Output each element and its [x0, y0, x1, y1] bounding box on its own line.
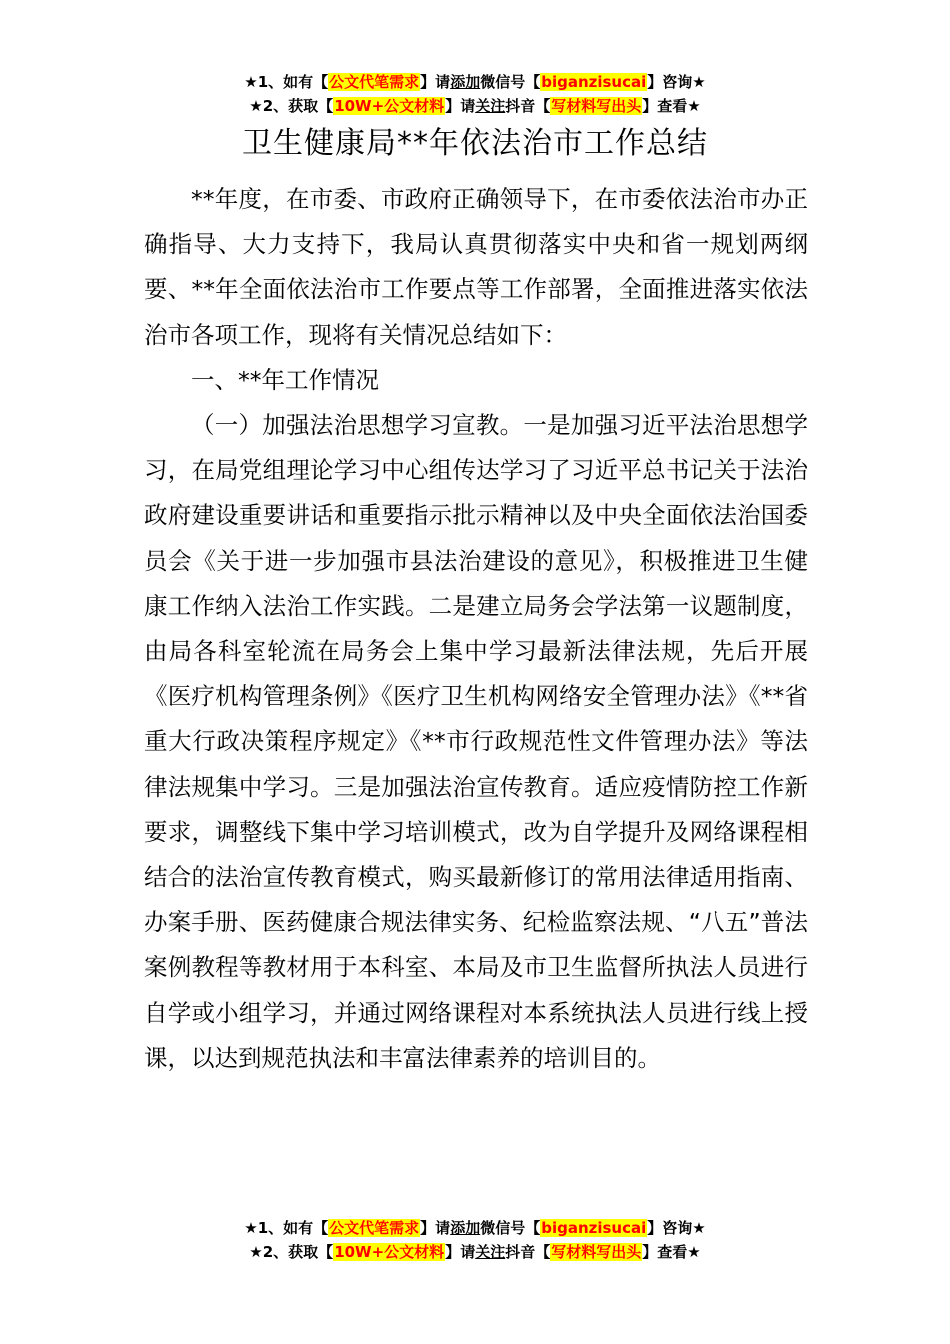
footer-banner-line-1 — [0, 1216, 950, 1240]
banner-line-1-middle1: 】请 — [420, 73, 451, 91]
banner-line-1-prefix: ★1、如有【 — [244, 73, 329, 91]
footer-line-2-middle2: 抖音【 — [505, 1243, 551, 1261]
banner-highlight-wechat-id: biganzisucai — [541, 73, 647, 91]
banner-highlight-service: 公文代笔需求 — [329, 73, 420, 91]
intro-paragraph: **年度，在市委、市政府正确领导下，在市委依法治市办正确指导、大力支持下，我局认真贯彻落实中央和省一规划两纲要、**年全面依法治市工作要点等工作部署，全面推进落实依法治市各项工作，现将有关情况总结如下： — [144, 185, 808, 349]
document-title: 卫生健康局**年依法治市工作总结 — [242, 126, 708, 161]
footer-line-2-suffix: 】查看★ — [642, 1243, 701, 1261]
banner-line-1-middle2: 微信号【 — [480, 73, 541, 91]
footer-line-1-suffix: 】咨询★ — [647, 1219, 706, 1237]
banner-line-2-underlined: 关注 — [475, 97, 506, 115]
footer-line-1-middle1: 】请 — [420, 1219, 451, 1237]
banner-line-1-suffix: 】咨询★ — [647, 73, 706, 91]
footer-banner — [0, 1216, 950, 1264]
footer-highlight-douyin-account: 写材料写出头 — [551, 1243, 642, 1261]
section-heading: 一、**年工作情况 — [191, 365, 379, 394]
footer-highlight-materials: 10W+公文材料 — [334, 1243, 445, 1261]
banner-line-2-middle1: 】请 — [445, 97, 476, 115]
banner-line-2 — [0, 94, 950, 118]
body-paragraph: （一）加强法治思想学习宣教。一是加强习近平法治思想学习，在局党组理论学习中心组传达学习了习近平总书记关于法治政府建设重要讲话和重要指示批示精神以及中央全面依法治国委员会《关于进一步加强市县法治建设的意见》，积极推进卫生健康工作纳入法治工作实践。二是建立局务会学法第一议题制度，由局各科室轮流在局务会上集中学习最新法律法规，先后开展《医疗机构管理条例》《医疗卫生机构网络安全管理办法》《**省重大行政决策程序规定》《**市行政规范性文件管理办法》等法律法规集中学习。三是加强法治宣传教育。适应疫情防控工作新要求，调整线下集中学习培训模式，改为自学提升及网络课程相结合的法治宣传教育模式，购买最新修订的常用法律适用指南、办案手册、医药健康合规法律实务、纪检监察法规、“八五”普法案例教程等教材用于本科室、本局及市卫生监督所执法人员进行自学或小组学习，并通过网络课程对本系统执法人员进行线上授课，以达到规范执法和丰富法律素养的培训目的。 — [144, 411, 808, 1072]
document-body — [144, 177, 808, 1081]
banner-highlight-douyin-account: 写材料写出头 — [551, 97, 642, 115]
banner-line-1 — [0, 70, 950, 94]
banner-highlight-materials: 10W+公文材料 — [334, 97, 445, 115]
footer-line-1-underlined: 添加 — [450, 1219, 481, 1237]
banner-line-2-suffix: 】查看★ — [642, 97, 701, 115]
banner-line-2-prefix: ★2、获取【 — [249, 97, 334, 115]
banner-line-2-middle2: 抖音【 — [505, 97, 551, 115]
footer-banner-line-2 — [0, 1240, 950, 1264]
footer-line-2-middle1: 】请 — [445, 1243, 476, 1261]
footer-line-1-middle2: 微信号【 — [480, 1219, 541, 1237]
header-banner — [0, 70, 950, 118]
footer-highlight-service: 公文代笔需求 — [329, 1219, 420, 1237]
footer-highlight-wechat-id: biganzisucai — [541, 1219, 647, 1237]
footer-line-1-prefix: ★1、如有【 — [244, 1219, 329, 1237]
footer-line-2-prefix: ★2、获取【 — [249, 1243, 334, 1261]
banner-line-1-underlined: 添加 — [450, 73, 481, 91]
footer-line-2-underlined: 关注 — [475, 1243, 506, 1261]
